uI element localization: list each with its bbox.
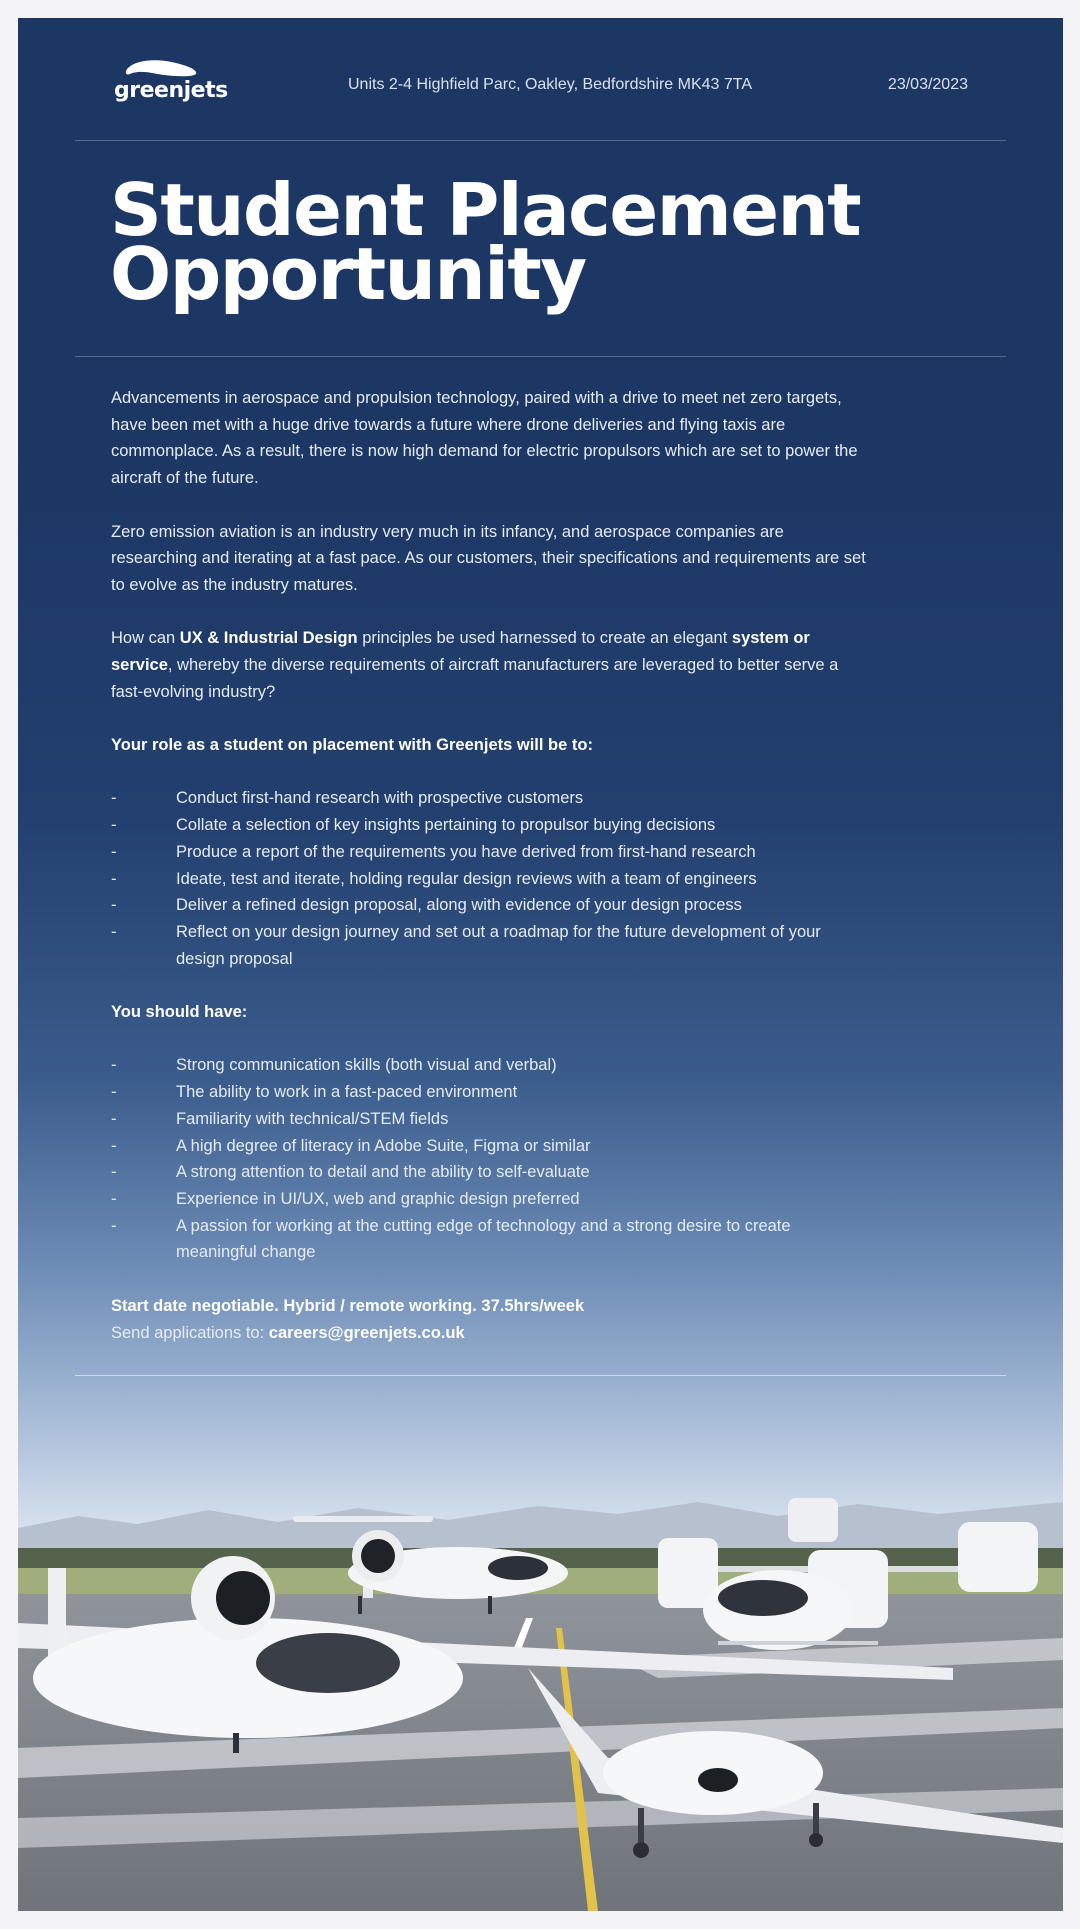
title-line-2: Opportunity — [110, 232, 586, 316]
document-body — [111, 385, 871, 1346]
list-item-text: Experience in UI/UX, web and graphic design preferred — [176, 1190, 580, 1208]
dash-bullet: - — [111, 896, 117, 915]
list-item-text: Collate a selection of key insights pertaining to propulsor buying decisions — [176, 816, 716, 835]
list-item — [111, 892, 871, 919]
dash-bullet: - — [111, 789, 117, 808]
dash-bullet: - — [111, 1136, 117, 1155]
list-item — [111, 1213, 871, 1266]
list-item-text: Ideate, test and iterate, holding regular design reviews with a team of engineers — [176, 869, 757, 888]
divider — [75, 1375, 1006, 1376]
intro-text: principles be used harnessed to create an elegant — [357, 629, 732, 648]
list-item-text: A passion for working at the cutting edge of technology and a strong desire to create meaningful change — [176, 1216, 791, 1262]
list-item-text: Conduct first-hand research with prospective customers — [176, 789, 584, 808]
intro-paragraph-3 — [111, 625, 871, 705]
header — [18, 18, 1063, 140]
list-item-text: Produce a report of the requirements you have derived from first-hand research — [176, 842, 756, 861]
list-item — [111, 1186, 871, 1213]
apply-label: Send applications to: — [111, 1323, 269, 1342]
role-heading-text: Your role as a student on placement with Greenjets will be to: — [111, 736, 593, 755]
list-item-text: The ability to work in a fast-paced environment — [176, 1083, 518, 1102]
intro-paragraph-2: Zero emission aviation is an industry very much in its infancy, and aerospace companies are researching and iterating at a fast pace. As our customers, their specifications and requirements are set to evolve as the industry matures. — [111, 522, 866, 594]
document-date: 23/03/2023 — [887, 76, 968, 93]
dash-bullet: - — [111, 923, 117, 941]
dash-bullet: - — [111, 869, 117, 888]
title-line-1: Student Placement — [110, 168, 861, 252]
requirements-heading-text: You should have: — [111, 1003, 248, 1022]
dash-bullet: - — [111, 1083, 117, 1102]
intro-text: , whereby the diverse requirements of aircraft manufacturers are leveraged to better serve a fast-evolving industry? — [111, 656, 839, 701]
list-item-text: Strong communication skills (both visual and verbal) — [176, 1056, 557, 1075]
list-item — [111, 1159, 871, 1186]
aircraft-runway-illustration — [18, 1398, 1063, 1911]
list-item — [111, 1052, 871, 1079]
intro-paragraph-1: Advancements in aerospace and propulsion technology, paired with a drive to meet net zero targets, have been met with a huge drive towards a future where drone deliveries and flying taxis are commonplace. As a result, there is now high demand for electric propulsors which are set to power the aircraft of the future. — [111, 389, 858, 488]
company-address: Units 2-4 Highfield Parc, Oakley, Bedfordshire MK43 7TA — [348, 76, 753, 93]
dash-bullet: - — [111, 842, 117, 861]
divider — [75, 140, 1006, 141]
dash-bullet: - — [111, 1163, 117, 1182]
list-item — [111, 785, 871, 812]
list-item — [111, 1079, 871, 1106]
list-item-text: Deliver a refined design proposal, along with evidence of your design process — [176, 896, 742, 915]
terms-text: Start date negotiable. Hybrid / remote working. 37.5hrs/week — [111, 1296, 585, 1315]
dash-bullet: - — [111, 1216, 117, 1235]
emphasis-system-or-service: system or service — [111, 629, 810, 674]
role-heading — [111, 732, 871, 759]
greenjets-logo — [114, 58, 228, 104]
list-item-text: Reflect on your design journey and set out a roadmap for the future development of your design proposal — [176, 923, 821, 968]
list-item — [111, 812, 871, 839]
dash-bullet: - — [111, 1056, 117, 1075]
intro-text: How can — [111, 629, 180, 648]
logo-text: greenjets — [114, 78, 228, 103]
application-contact — [111, 1320, 871, 1347]
poster — [18, 18, 1063, 1911]
placement-terms — [111, 1293, 871, 1320]
requirements-list — [111, 1052, 871, 1266]
list-item — [111, 839, 871, 866]
requirements-heading — [111, 999, 871, 1026]
page-title — [110, 168, 910, 316]
list-item — [111, 1106, 871, 1133]
dash-bullet: - — [111, 816, 117, 835]
list-item — [111, 866, 871, 893]
list-item — [111, 919, 871, 972]
list-item-text: A high degree of literacy in Adobe Suite, Figma or similar — [176, 1136, 591, 1155]
email-link[interactable]: careers@greenjets.co.uk — [268, 1323, 465, 1342]
dash-bullet: - — [111, 1190, 117, 1208]
dash-bullet: - — [111, 1109, 117, 1128]
emphasis-ux-industrial-design: UX & Industrial Design — [179, 629, 358, 648]
role-list — [111, 785, 871, 972]
list-item-text: Familiarity with technical/STEM fields — [176, 1109, 449, 1128]
list-item-text: A strong attention to detail and the ability to self-evaluate — [176, 1163, 590, 1182]
divider — [75, 356, 1006, 357]
list-item — [111, 1133, 871, 1160]
